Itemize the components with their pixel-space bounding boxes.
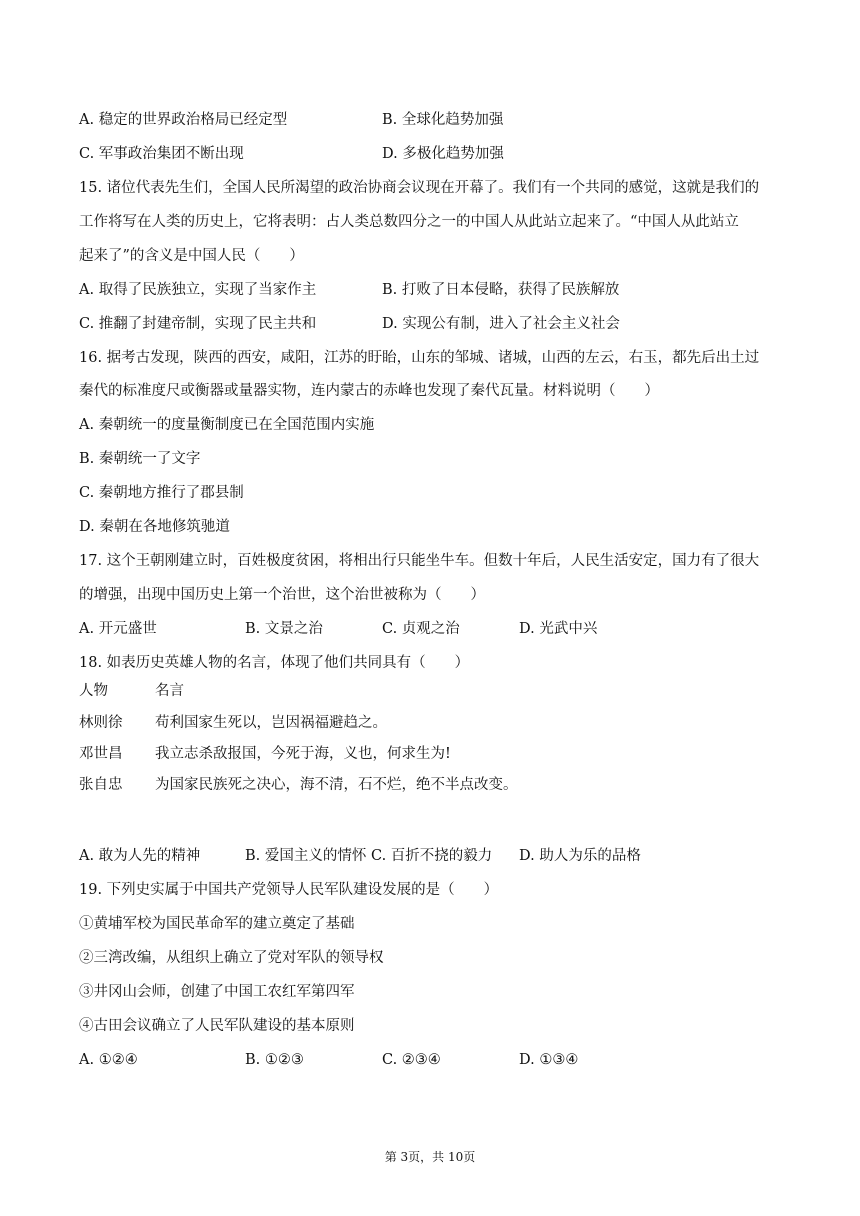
q18-table-row-2-person: 邓世昌 [79,746,123,762]
q19-item-2: ②三湾改编，从组织上确立了党对军队的领导权 [79,950,384,966]
q14-option-a: A. 稳定的世界政治格局已经定型 [79,112,288,128]
q16-stem-line-2: 秦代的标准度尺或衡器或量器实物，连内蒙古的赤峰也发现了秦代瓦量。材料说明（ ） [79,383,659,399]
q19-option-c: C. ②③④ [382,1052,441,1068]
q19-option-b: B. ①②③ [245,1052,304,1068]
q18-table-row-3-person: 张自忠 [79,777,123,793]
q15-option-a: A. 取得了民族独立，实现了当家作主 [79,282,317,298]
q18-option-a: A. 敢为人先的精神 [79,848,201,864]
q15-option-d: D. 实现公有制，进入了社会主义社会 [382,316,620,332]
q18-table-row-1-quote: 苟利国家生死以，岂因祸福避趋之。 [155,715,387,731]
q18-table-header-person: 人物 [79,683,108,699]
q18-table-row-2-quote: 我立志杀敌报国，今死于海，义也，何求生为! [155,746,451,762]
q19-item-3: ③井冈山会师，创建了中国工农红军第四军 [79,984,355,1000]
q16-option-c: C. 秦朝地方推行了郡县制 [79,485,244,501]
q17-stem-line-2: 的增强，出现中国历史上第一个治世，这个治世被称为（ ） [79,587,485,603]
q18-option-d: D. 助人为乐的品格 [519,848,641,864]
q14-option-c: C. 军事政治集团不断出现 [79,146,244,162]
q16-option-a: A. 秦朝统一的度量衡制度已在全国范围内实施 [79,417,375,433]
q18-stem: 18. 如表历史英雄人物的名言，体现了他们共同具有（ ） [79,655,470,671]
q16-option-d: D. 秦朝在各地修筑驰道 [79,519,230,535]
q14-option-d: D. 多极化趋势加强 [382,146,504,162]
q17-stem-line-1: 17. 这个王朝刚建立时，百姓极度贫困，将相出行只能坐牛车。但数十年后，人民生活安定，国力有了很大 [79,553,760,569]
q18-option-c: C. 百折不挠的毅力 [371,848,493,864]
q15-option-c: C. 推翻了封建帝制，实现了民主共和 [79,316,317,332]
q19-item-4: ④古田会议确立了人民军队建设的基本原则 [79,1018,355,1034]
q15-stem-line-1: 15. 诸位代表先生们，全国人民所渴望的政治协商会议现在开幕了。我们有一个共同的感觉，这就是我们的 [79,180,760,196]
q19-stem: 19. 下列史实属于中国共产党领导人民军队建设发展的是（ ） [79,882,499,898]
q16-stem-line-1: 16. 据考古发现，陕西的西安，咸阳，江苏的盱眙，山东的邹城、诸城，山西的左云，右玉，都先后出土过 [79,350,760,366]
q15-stem-line-3: 起来了”的含义是中国人民（ ） [79,248,304,264]
q18-option-b: B. 爱国主义的情怀 [245,848,367,864]
q18-table-header-quote: 名言 [155,683,184,699]
q18-table-row-3-quote: 为国家民族死之决心，海不清，石不烂，绝不半点改变。 [155,777,518,793]
q19-item-1: ①黄埔军校为国民革命军的建立奠定了基础 [79,916,355,932]
q15-option-b: B. 打败了日本侵略，获得了民族解放 [382,282,620,298]
q17-option-c: C. 贞观之治 [382,621,460,637]
q19-option-d: D. ①③④ [519,1052,579,1068]
q19-option-a: A. ①②④ [79,1052,138,1068]
q17-option-b: B. 文景之治 [245,621,323,637]
q15-stem-line-2: 工作将写在人类的历史上，它将表明：占人类总数四分之一的中国人从此站立起来了。“中国人从此站立 [79,214,739,230]
q18-table-row-1-person: 林则徐 [79,715,123,731]
q14-option-b: B. 全球化趋势加强 [382,112,504,128]
q16-option-b: B. 秦朝统一了文字 [79,451,201,467]
page-footer: 第 3页，共 10页 [384,1150,476,1164]
q17-option-d: D. 光武中兴 [519,621,598,637]
q17-option-a: A. 开元盛世 [79,621,157,637]
